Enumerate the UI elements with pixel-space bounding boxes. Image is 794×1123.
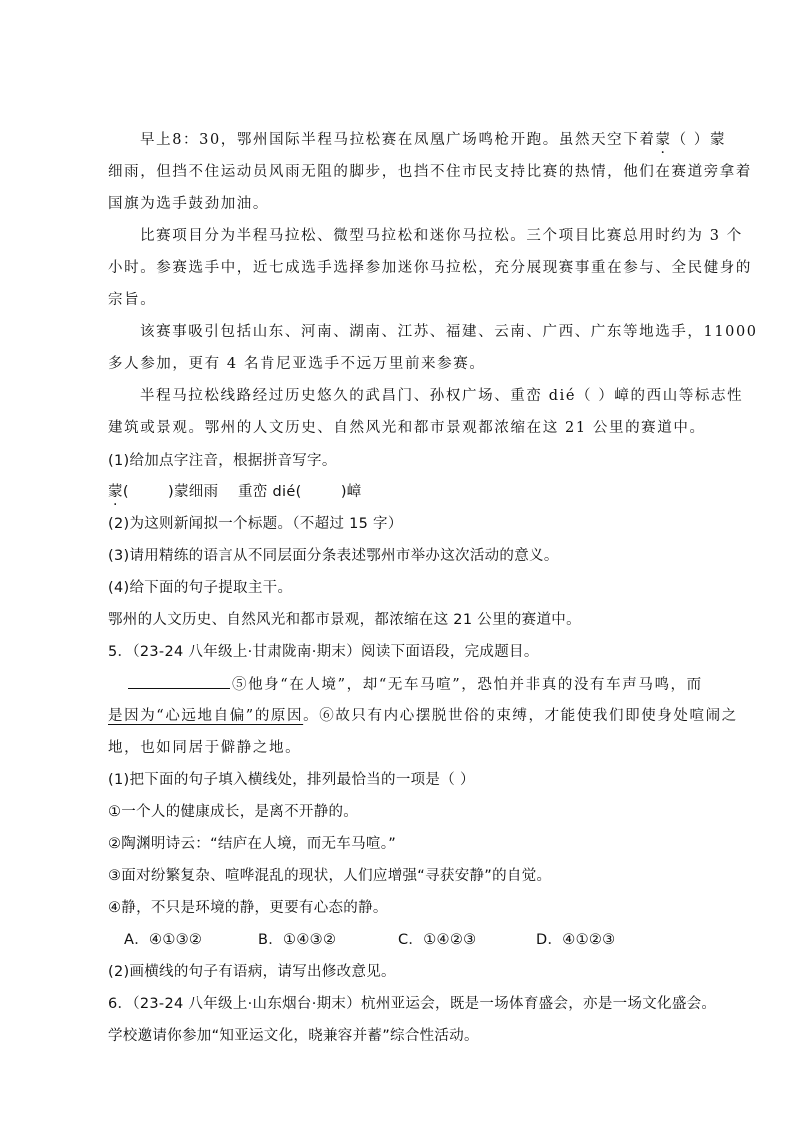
passage-line: 建筑或景观。鄂州的人文历史、自然风光和都市景观都浓缩在这 21 公里的赛道中。 — [108, 420, 706, 436]
question-answer-line — [108, 482, 362, 502]
answer-paren: （ ） — [671, 132, 711, 148]
passage-line: 国旗为选手鼓劲加油。 — [108, 196, 269, 212]
question-header: 5．（23-24 八年级上·甘肃陇南·期末）阅读下面语段，完成题目。 — [108, 644, 539, 660]
fill-blank — [128, 674, 230, 689]
sentence-option: ③面对纷繁复杂、喧哗混乱的现状，人们应增强“寻获安静”的自觉。 — [108, 868, 552, 884]
question-item: (2)画横线的句子有语病，请写出修改意见。 — [108, 964, 396, 980]
question-text: 学校邀请你参加“知亚运文化，晓兼容并蓄”综合性活动。 — [108, 1028, 479, 1044]
passage-line: 宗旨。 — [108, 292, 157, 308]
passage-text: ⑤他身“在人境”，却“无车马喧”，恐怕并非真的没有车声马鸣，而 — [232, 677, 703, 693]
underlined-sentence: 是因为“心远地自偏”的原因 — [108, 708, 304, 724]
choice-d[interactable]: D．④①②③ — [536, 932, 616, 948]
passage-line: 小时。参赛选手中，近七成选手选择参加迷你马拉松，充分展现赛事重在参与、全民健身的 — [108, 260, 752, 276]
dotted-char: 蒙 — [655, 132, 672, 148]
passage-line — [140, 130, 726, 150]
question-item: (3)请用精练的语言从不同层面分条表述鄂州市举办这次活动的意义。 — [108, 548, 559, 564]
passage-line — [128, 674, 703, 695]
dotted-char: 蒙 — [108, 484, 123, 500]
passage-text: 。⑥故只有内心摆脱世俗的束缚，才能使我们即使身处喧闹之 — [303, 708, 738, 724]
passage-line: 多人参加，更有 4 名肯尼亚选手不远万里前来参赛。 — [108, 356, 486, 372]
passage-text: 蒙 — [710, 132, 727, 148]
question-header: 6．（23-24 八年级上·山东烟台·期末）杭州亚运会，既是一场体育盛会，亦是一场文化盛会。 — [108, 996, 717, 1012]
passage-line — [108, 706, 738, 726]
answer-blanks: ( )蒙细雨 重峦 dié( )嶂 — [122, 484, 362, 500]
sentence-option: ④静，不只是环境的静，更要有心态的静。 — [108, 900, 388, 916]
question-item: (1)把下面的句子填入横线处，排列最恰当的一项是（ ） — [108, 772, 475, 788]
choice-b[interactable]: B．①④③② — [258, 932, 337, 948]
passage-text: 早上8：30，鄂州国际半程马拉松赛在凤凰广场鸣枪开跑。虽然天空下着 — [140, 132, 656, 148]
passage-line: 半程马拉松线路经过历史悠久的武昌门、孙权广场、重峦 dié（ ）嶂的西山等标志性 — [140, 388, 744, 404]
choice-a[interactable]: A．④①③② — [124, 932, 203, 948]
question-item: (4)给下面的句子提取主干。 — [108, 580, 293, 596]
passage-line: 该赛事吸引包括山东、河南、湖南、江苏、福建、云南、广西、广东等地选手，11000 — [140, 324, 758, 340]
question-item: (2)为这则新闻拟一个标题。（不超过 15 字） — [108, 516, 403, 532]
sentence-option: ①一个人的健康成长，是离不开静的。 — [108, 804, 359, 820]
passage-line: 地，也如同居于僻静之地。 — [108, 740, 302, 756]
question-item: (1)给加点字注音，根据拼音写字。 — [108, 453, 337, 469]
passage-line: 比赛项目分为半程马拉松、微型马拉松和迷你马拉松。三个项目比赛总用时约为 3 个 — [140, 228, 743, 244]
sentence-option: ②陶渊明诗云：“结庐在人境，而无车马喧。” — [108, 836, 397, 852]
passage-line: 细雨，但挡不住运动员风雨无阻的脚步，也挡不住市民支持比赛的热情，他们在赛道旁拿着 — [108, 164, 752, 180]
question-sentence: 鄂州的人文历史、自然风光和都市景观，都浓缩在这 21 公里的赛道中。 — [108, 612, 581, 628]
choice-c[interactable]: C．①④②③ — [398, 932, 477, 948]
